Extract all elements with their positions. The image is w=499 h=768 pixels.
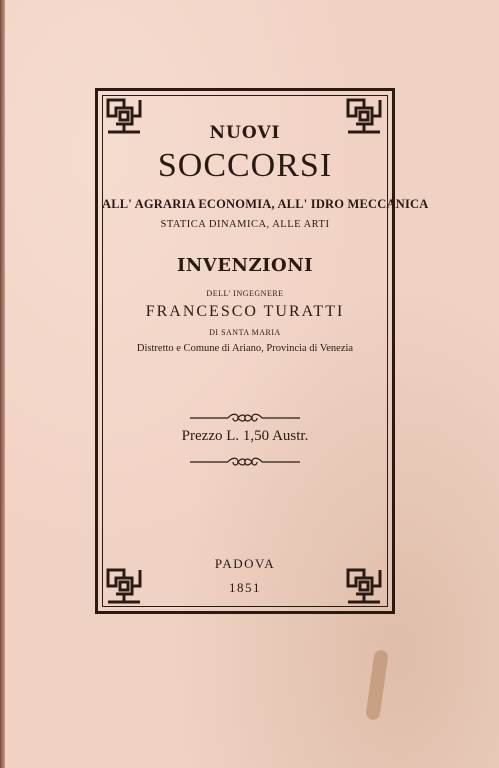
subjects-line-1: ALL' AGRARIA ECONOMIA, ALL' IDRO MECCANICA: [102, 197, 429, 211]
author-origin: DI SANTA MARIA: [209, 328, 281, 337]
price-label: Prezzo L. 1,50 Austr.: [181, 428, 309, 444]
scroll-divider-icon: [190, 456, 300, 468]
publication-year: 1851: [229, 580, 261, 595]
subjects-line-2: STATICA DINAMICA, ALLE ARTI: [160, 219, 330, 230]
title-invenzioni: INVENZIONI: [176, 255, 314, 276]
author-name: FRANCESCO TURATTI: [145, 303, 345, 320]
scroll-divider-icon: [190, 412, 300, 424]
author-district: Distretto e Comune di Ariano, Provincia di Venezia: [136, 343, 354, 354]
title-nuovi: NUOVI: [209, 123, 281, 143]
binding-edge: [0, 0, 5, 768]
author-prefix: DELL' INGEGNERE: [206, 289, 284, 298]
title-soccorsi: SOCCORSI: [157, 147, 333, 184]
publication-city: PADOVA: [214, 556, 276, 571]
title-block: [102, 95, 429, 607]
